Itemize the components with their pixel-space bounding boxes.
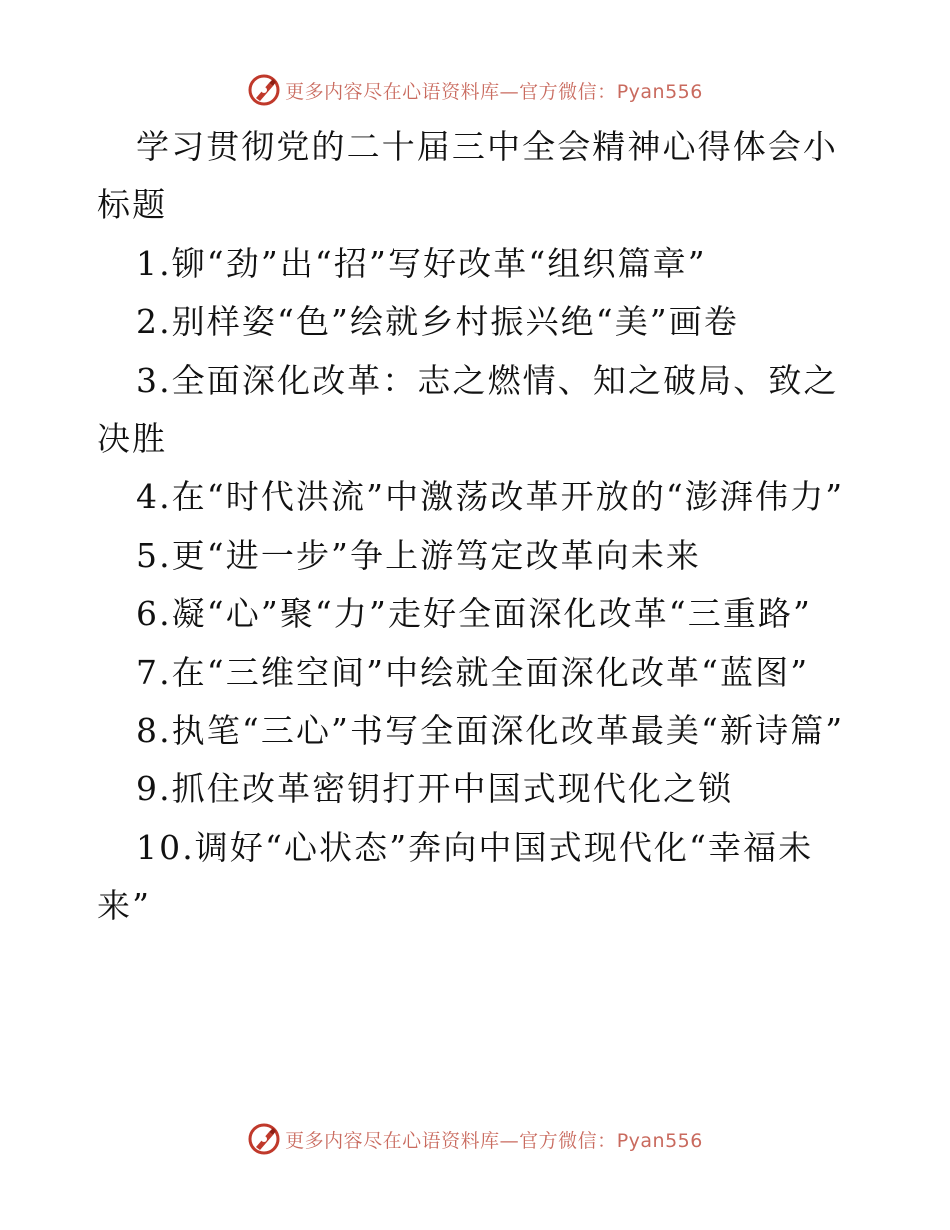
list-item-9: 9.抓住改革密钥打开中国式现代化之锁: [136, 769, 734, 809]
list-item-4: 4.在“时代洪流”中激荡改革开放的“澎湃伟力”: [136, 477, 845, 517]
list-item-7: 7.在“三维空间”中绘就全面深化改革“蓝图”: [136, 652, 810, 692]
pen-logo-icon: [247, 73, 281, 107]
header-banner-text: [285, 77, 703, 104]
header-brand: 更多内容尽在心语资料库: [285, 80, 500, 103]
list-item-5: 5.更“进一步”争上游笃定改革向未来: [136, 535, 702, 575]
list-item-8: 8.执笔“三心”书写全面深化改革最美“新诗篇”: [136, 711, 845, 751]
header-wechat-label: 官方微信：: [519, 80, 617, 103]
list-item-1: 1.铆“劲”出“招”写好改革“组织篇章”: [136, 243, 707, 283]
footer-brand: 更多内容尽在心语资料库: [285, 1129, 500, 1152]
document-body: [97, 118, 857, 936]
header-banner: [0, 72, 950, 108]
list-item-6: 6.凝“心”聚“力”走好全面深化改革“三重路”: [136, 594, 813, 634]
pen-logo-icon: [247, 1122, 281, 1156]
footer-banner-text: [285, 1126, 703, 1153]
footer-dash: —: [499, 1129, 520, 1152]
header-dash: —: [499, 80, 520, 103]
footer-wechat-label: 官方微信：: [519, 1129, 617, 1152]
footer-wechat-id: Pyan556: [616, 1129, 703, 1152]
list-item-2: 2.别样姿“色”绘就乡村振兴绝“美”画卷: [136, 302, 739, 342]
list-item-3: 3.全面深化改革：志之燃情、知之破局、致之决胜: [97, 360, 839, 459]
document-title: 学习贯彻党的二十届三中全会精神心得体会小标题: [97, 127, 838, 225]
footer-banner: [0, 1121, 950, 1157]
list-item-10: 10.调好“心状态”奔向中国式现代化“幸福未来”: [97, 827, 814, 926]
header-wechat-id: Pyan556: [616, 80, 703, 103]
